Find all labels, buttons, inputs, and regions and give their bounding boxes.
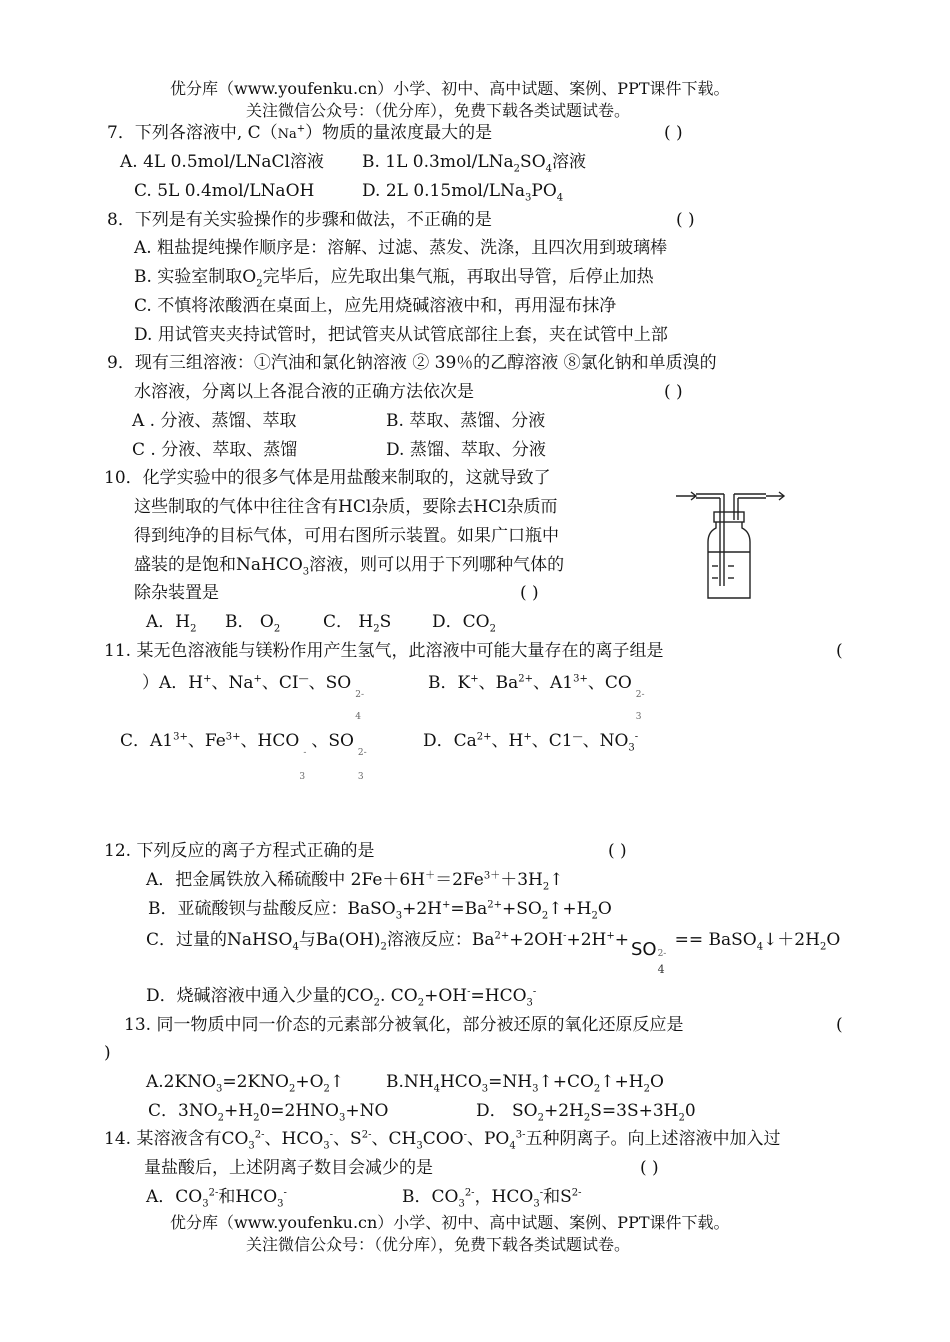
- question-8-option-b: B. 实验室制取$O_2$完毕后，应先取出集气瓶，再取出导管，后停止加热: [134, 267, 654, 290]
- page-footer-line1: 优分库（www.youfenku.cn）小学、初中、高中试题、案例、PPT课件下载。: [170, 1213, 730, 1232]
- question-9-option-a: A . 分液、蒸馏、萃取: [132, 411, 297, 431]
- question-9-answer-bracket: ( ): [664, 382, 683, 402]
- question-7-answer-bracket: ( ): [664, 123, 683, 143]
- question-10-option-a: A．$H_2$: [146, 612, 197, 635]
- question-11-answer-bracket-open: (: [836, 641, 843, 661]
- question-7-option-a: A. 4L 0.5mol/LNaCl溶液: [120, 152, 324, 172]
- question-7-option-c: C. 5L 0.4mol/LNaOH: [134, 181, 315, 201]
- question-10-option-c: C． $H_2S$: [323, 612, 392, 635]
- question-12-answer-bracket: ( ): [608, 841, 627, 861]
- question-8-option-a: A. 粗盐提纯操作顺序是：溶解、过滤、蒸发、洗涤，且四次用到玻璃棒: [134, 238, 668, 258]
- question-12-stem: 12. 下列反应的离子方程式正确的是: [104, 841, 375, 861]
- question-10-stem-line2: 这些制取的气体中往往含有HCl杂质，要除去HCl杂质而: [134, 497, 558, 517]
- question-13-option-d: D． $SO_2+2H_2S=3S+3H_20$: [476, 1101, 696, 1124]
- question-14-option-b: B．$CO_3^{2-}$，$HCO_3^-$和$S^{2-}$: [402, 1187, 582, 1210]
- question-10-option-d: D．$CO_2$: [432, 612, 496, 635]
- question-11-stem: 11. 某无色溶液能与镁粉作用产生氢气，此溶液中可能大量存在的离子组是: [104, 641, 664, 661]
- question-13-stem: 13. 同一物质中同一价态的元素部分被氧化，部分被还原的氧化还原反应是: [124, 1015, 684, 1035]
- page-header-line2: 关注微信公众号：（优分库），免费下载各类试题试卷。: [246, 101, 631, 120]
- question-12-option-c: C．过量的NaHSO$_4$与$Ba(OH)_2$溶液反应：$Ba^{2+}+2OH^-+2H^++$ SO 2- 4 == $BaSO_4↓+2H_2O$: [146, 930, 841, 976]
- question-11-option-b: B．K+、$Ba^{2+}$、$A1^{3+}$、CO 2- 3: [428, 673, 645, 722]
- page-footer-line2: 关注微信公众号：（优分库），免费下载各类试题试卷。: [246, 1235, 631, 1254]
- question-14-answer-bracket: ( ): [640, 1158, 659, 1178]
- question-8-stem: 8．下列是有关实验操作的步骤和做法，不正确的是: [107, 210, 492, 230]
- question-11-option-a: ）A．H+、Na+、CI—、SO 2- 4: [142, 673, 365, 722]
- question-8-option-c: C. 不慎将浓酸洒在桌面上，应先用烧碱溶液中和，再用湿布抹净: [134, 296, 617, 316]
- question-14-stem-line1: 14. 某溶液含有$CO_3^{2-}$、$HCO_3^-$、$S^{2-}$、$CH_3COO^-$、$PO_4^{3-}$五种阴离子。向上述溶液中加入过: [104, 1129, 781, 1152]
- question-13-answer-bracket-open: (: [836, 1015, 843, 1035]
- question-9-option-c: C . 分液、萃取、蒸馏: [132, 440, 298, 460]
- question-10-stem-line1: 10．化学实验中的很多气体是用盐酸来制取的，这就导致了: [104, 468, 551, 488]
- question-9-stem-line2: 水溶液，分离以上各混合液的正确方法依次是: [134, 382, 474, 402]
- question-12-option-b: B．亚硫酸钡与盐酸反应：$BaSO_3+2H^+=Ba^{2+}+SO_2↑+H_2O$: [148, 899, 612, 922]
- question-7-option-d: D. 2L $0.15mol/LNa_3PO_4$: [362, 181, 564, 204]
- question-12-option-a: A．把金属铁放入稀硫酸中 $2Fe+6H^+=2Fe^{3+}+3H_2↑$: [146, 870, 564, 893]
- question-13-option-b: $B.NH_4HCO_3=NH_3↑+CO_2↑+H_2O$: [386, 1072, 664, 1095]
- question-10-stem-line5: 除杂装置是: [134, 583, 219, 603]
- question-13-option-a: $A.2KNO_3=2KNO_2+O_2↑$: [146, 1072, 345, 1095]
- question-8-answer-bracket: ( ): [676, 210, 695, 230]
- question-9-stem-line1: 9．现有三组溶液：①汽油和氯化钠溶液 ② 39％的乙醇溶液 ⑧氯化钠和单质溴的: [107, 353, 717, 373]
- question-10-option-b: B． $O_2$: [225, 612, 281, 635]
- question-14-stem-line2: 量盐酸后，上述阴离子数目会减少的是: [144, 1158, 433, 1178]
- question-10-stem-line3: 得到纯净的目标气体，可用右图所示装置。如果广口瓶中: [134, 526, 559, 546]
- question-10-answer-bracket: ( ): [520, 583, 539, 603]
- question-10-stem-line4: 盛装的是饱和NaHCO$_3$溶液，则可以用于下列哪种气体的: [134, 555, 565, 578]
- gas-washing-bottle-diagram: [672, 480, 792, 610]
- question-12-option-d: D．烧碱溶液中通入少量的$CO_2$. $CO_2+OH^-=HCO_3^-$: [146, 986, 537, 1009]
- question-7-option-b: B. 1L $0.3mol/LNa_2SO_4$溶液: [362, 152, 587, 175]
- question-7-stem: 7．下列各溶液中, C（Na+）物质的量浓度最大的是: [107, 123, 493, 143]
- question-13-answer-bracket-close: ): [104, 1043, 111, 1063]
- question-14-option-a: A．$CO_3^{2-}$和$HCO_3^-$: [146, 1187, 287, 1210]
- question-9-option-b: B. 萃取、蒸馏、分液: [386, 411, 546, 431]
- question-8-option-d: D. 用试管夹夹持试管时，把试管夹从试管底部往上套，夹在试管中上部: [134, 325, 668, 345]
- question-9-option-d: D. 蒸馏、萃取、分液: [386, 440, 546, 460]
- question-11-option-c: C．$A1^{3+}$、$Fe^{3+}$、HCO - 3 、SO 2- 3: [120, 731, 367, 782]
- page-header-line1: 优分库（www.youfenku.cn）小学、初中、高中试题、案例、PPT课件下载。: [170, 79, 730, 98]
- question-13-option-c: C．$3NO_2+H_20=2HNO_3+NO$: [148, 1101, 389, 1124]
- question-11-option-d: D．$Ca^{2+}$、H+、C1—、$NO_3^-$: [423, 731, 639, 754]
